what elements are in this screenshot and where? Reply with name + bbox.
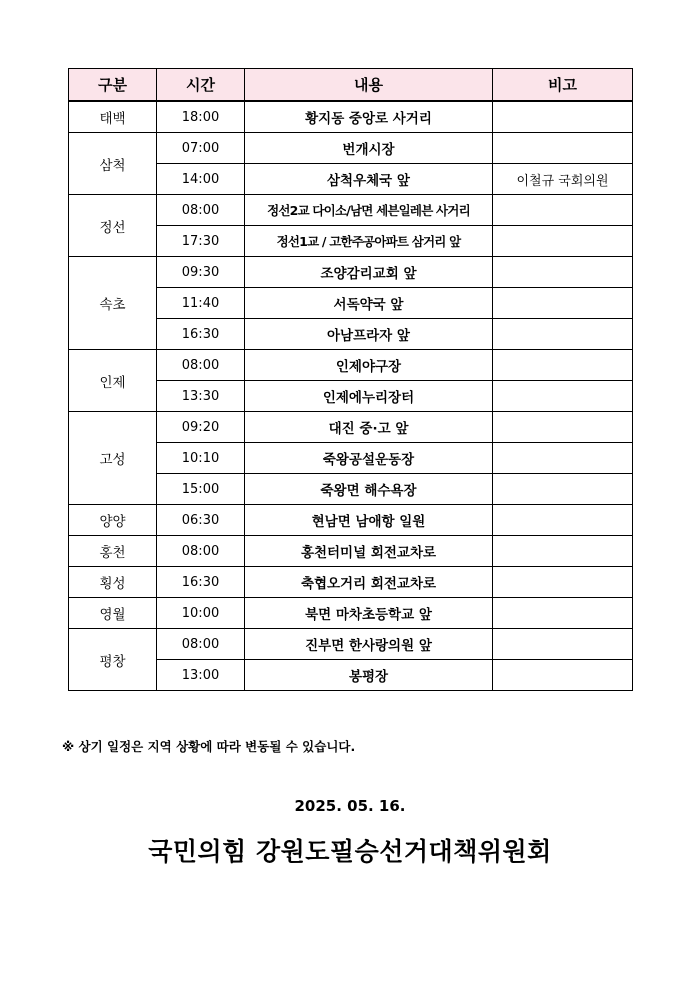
note-cell [493,133,633,164]
region-cell: 정선 [69,195,157,257]
time-cell: 11:40 [157,288,245,319]
region-cell: 인제 [69,350,157,412]
note-cell: 이철규 국회의원 [493,164,633,195]
note-cell [493,195,633,226]
note-cell [493,226,633,257]
place-cell: 죽왕면 해수욕장 [245,474,493,505]
place-cell: 봉평장 [245,660,493,691]
header-time: 시간 [157,69,245,102]
time-cell: 14:00 [157,164,245,195]
region-cell: 속초 [69,257,157,350]
time-cell: 06:30 [157,505,245,536]
note-cell [493,536,633,567]
region-cell: 횡성 [69,567,157,598]
table-row [69,257,633,288]
schedule-notice: ※ 상기 일정은 지역 상황에 따라 변동될 수 있습니다. [62,739,356,754]
place-cell: 정선2교 다이소/남면 세븐일레븐 사거리 [245,195,493,226]
schedule-body [69,101,633,691]
note-cell [493,567,633,598]
table-header-row [69,69,633,102]
region-cell: 양양 [69,505,157,536]
place-cell: 아남프라자 앞 [245,319,493,350]
region-cell: 삼척 [69,133,157,195]
note-cell [493,443,633,474]
time-cell: 09:20 [157,412,245,443]
place-cell: 인제에누리장터 [245,381,493,412]
time-cell: 15:00 [157,474,245,505]
header-region: 구분 [69,69,157,102]
time-cell: 13:00 [157,660,245,691]
table-row [69,350,633,381]
note-cell [493,381,633,412]
time-cell: 10:00 [157,598,245,629]
table-row [69,598,633,629]
table-row [69,133,633,164]
time-cell: 09:30 [157,257,245,288]
note-cell [493,319,633,350]
place-cell: 서독약국 앞 [245,288,493,319]
organization-name: 국민의힘 강원도필승선거대책위원회 [148,837,552,866]
place-cell: 현남면 남애항 일원 [245,505,493,536]
place-cell: 죽왕공설운동장 [245,443,493,474]
table-row [69,629,633,660]
time-cell: 08:00 [157,536,245,567]
region-cell: 영월 [69,598,157,629]
time-cell: 17:30 [157,226,245,257]
place-cell: 진부면 한사랑의원 앞 [245,629,493,660]
note-cell [493,660,633,691]
time-cell: 16:30 [157,319,245,350]
note-cell [493,505,633,536]
note-cell [493,598,633,629]
document-date: 2025. 05. 16. [294,797,406,815]
table-row [69,567,633,598]
table-row [69,536,633,567]
place-cell: 홍천터미널 회전교차로 [245,536,493,567]
time-cell: 18:00 [157,101,245,133]
table-row [69,101,633,133]
region-cell: 홍천 [69,536,157,567]
time-cell: 07:00 [157,133,245,164]
place-cell: 삼척우체국 앞 [245,164,493,195]
place-cell: 황지동 중앙로 사거리 [245,101,493,133]
note-cell [493,288,633,319]
header-content: 내용 [245,69,493,102]
place-cell: 축협오거리 회전교차로 [245,567,493,598]
place-cell: 정선1교 / 고한주공아파트 삼거리 앞 [245,226,493,257]
place-cell: 번개시장 [245,133,493,164]
note-cell [493,350,633,381]
table-row [69,412,633,443]
table-row [69,505,633,536]
region-cell: 태백 [69,101,157,133]
time-cell: 10:10 [157,443,245,474]
note-cell [493,412,633,443]
table-row [69,195,633,226]
time-cell: 13:30 [157,381,245,412]
place-cell: 조양감리교회 앞 [245,257,493,288]
note-cell [493,101,633,133]
region-cell: 고성 [69,412,157,505]
time-cell: 16:30 [157,567,245,598]
place-cell: 대진 중·고 앞 [245,412,493,443]
place-cell: 인제야구장 [245,350,493,381]
time-cell: 08:00 [157,350,245,381]
time-cell: 08:00 [157,195,245,226]
schedule-table [68,68,633,691]
note-cell [493,257,633,288]
time-cell: 08:00 [157,629,245,660]
note-cell [493,629,633,660]
header-note: 비고 [493,69,633,102]
note-cell [493,474,633,505]
place-cell: 북면 마차초등학교 앞 [245,598,493,629]
region-cell: 평창 [69,629,157,691]
